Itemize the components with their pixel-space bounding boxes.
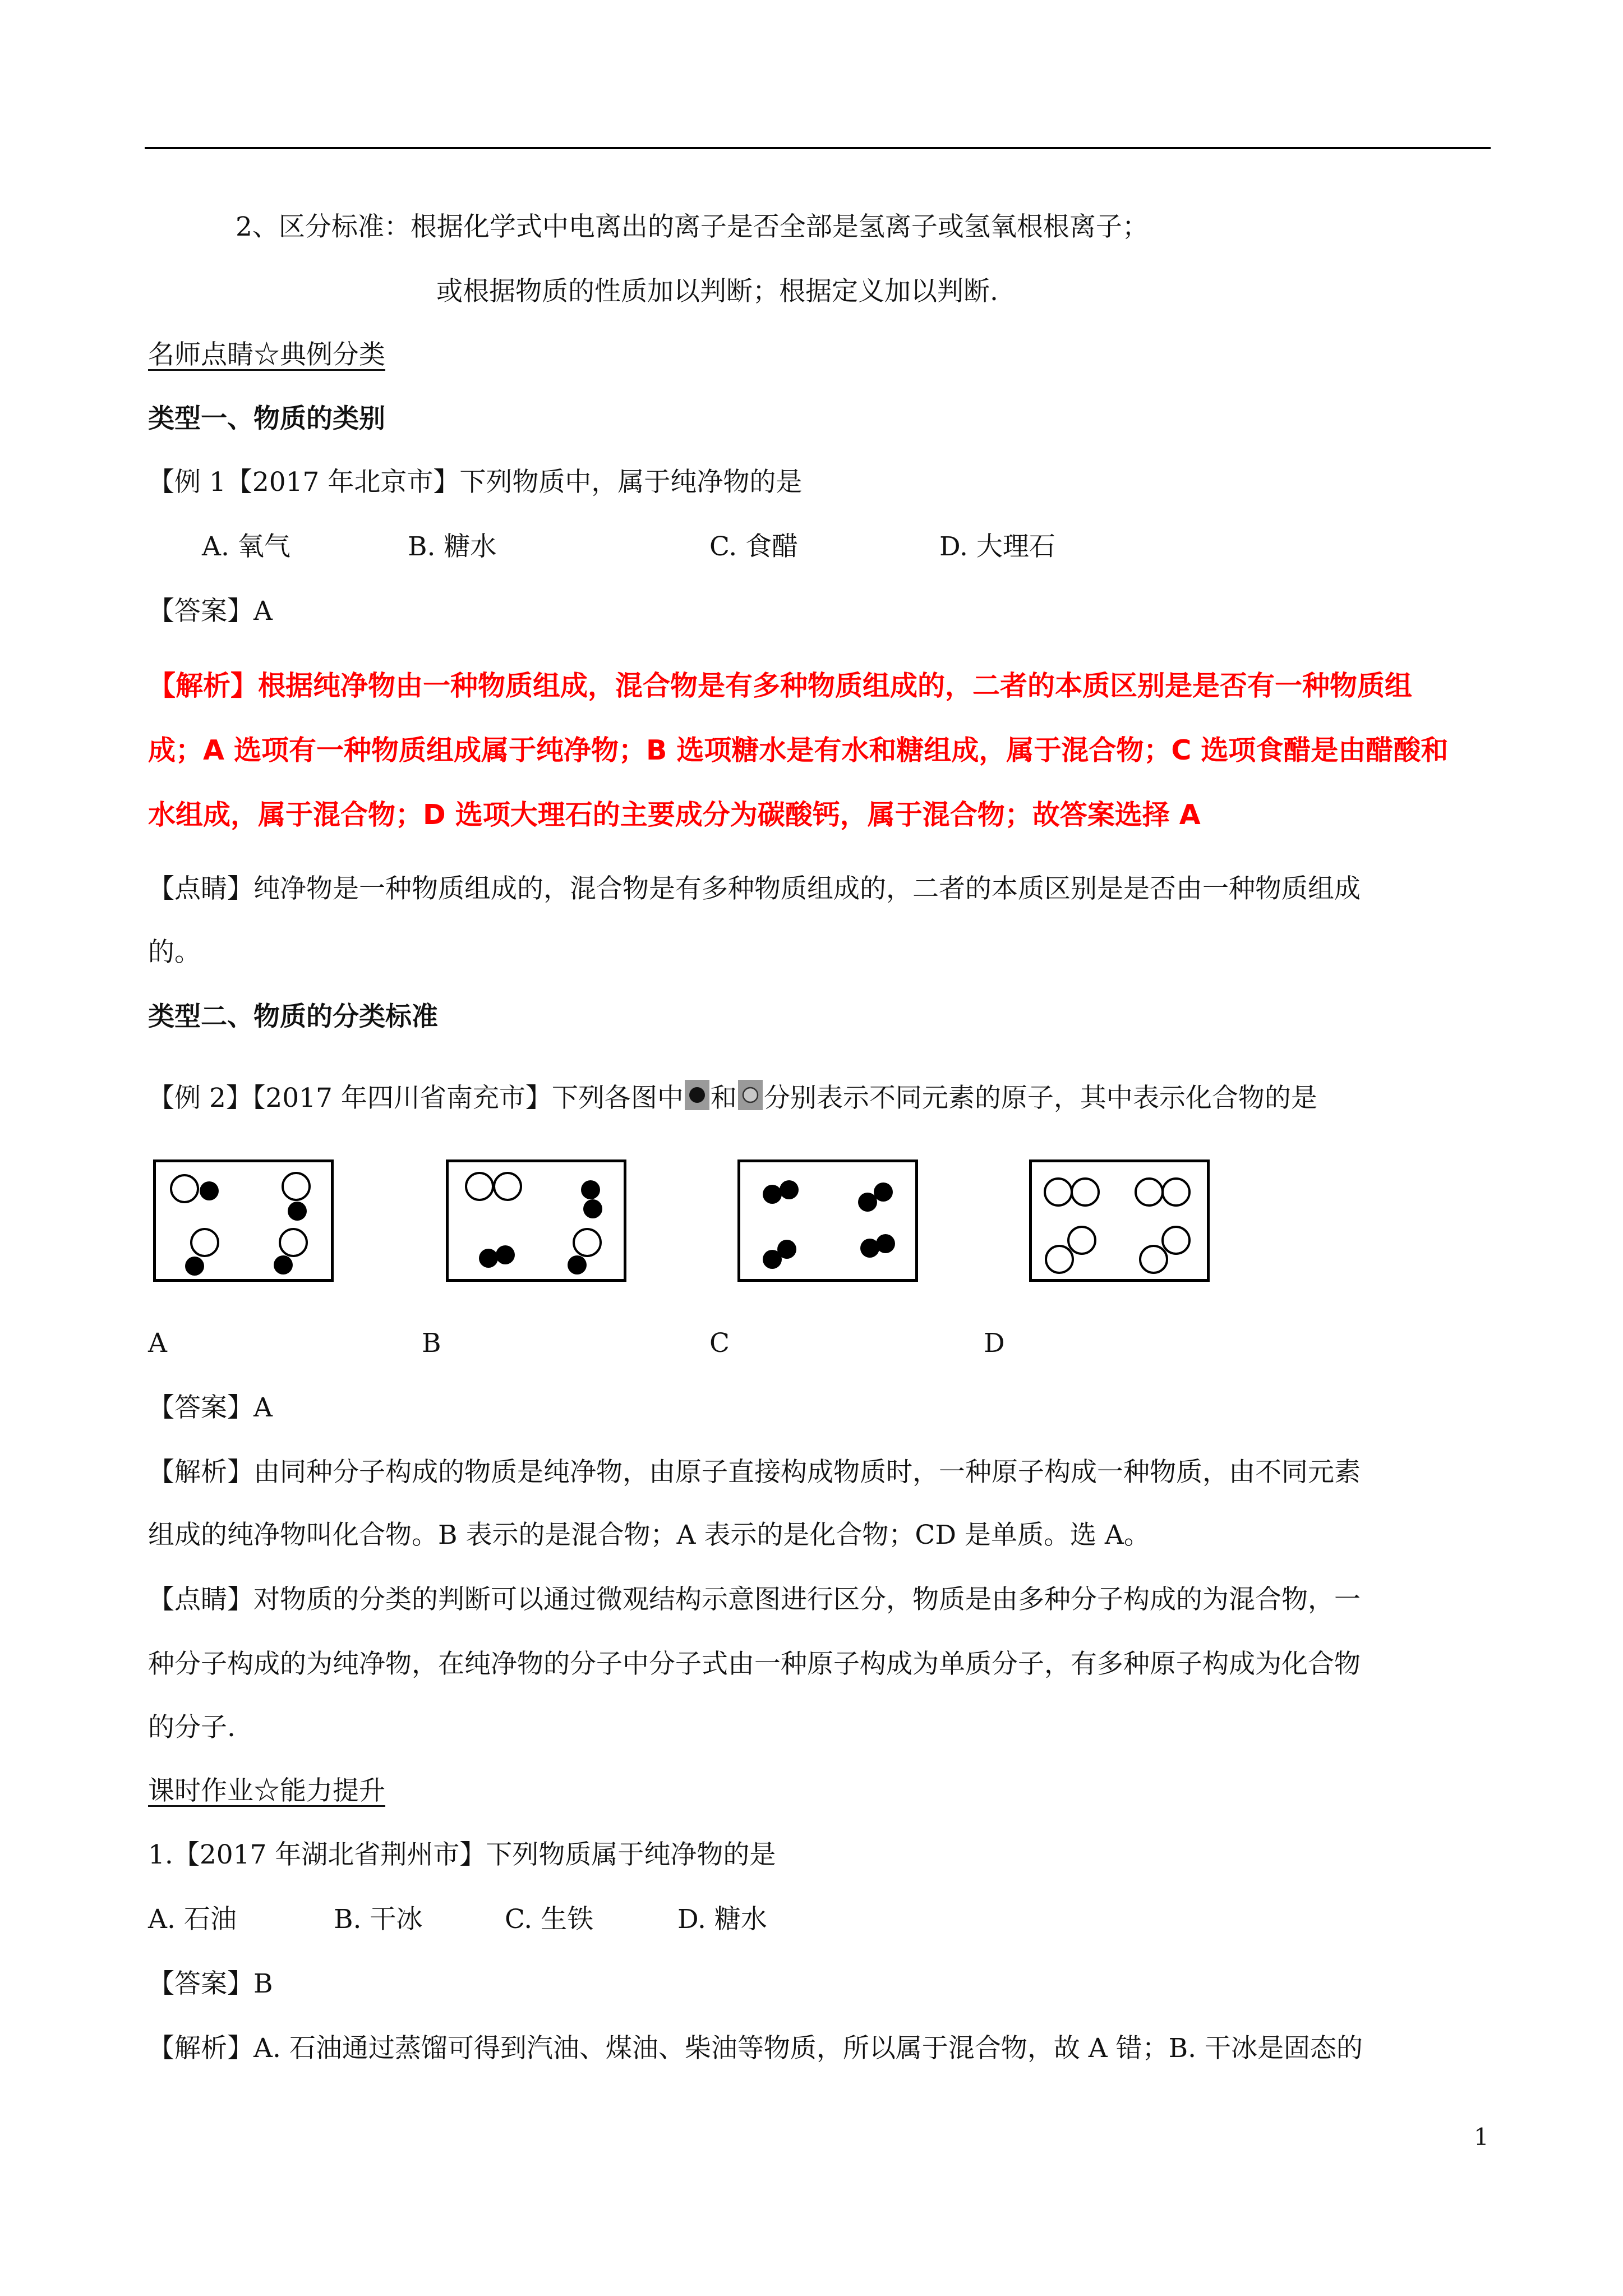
example-1-explanation-line-1: 【解析】根据纯净物由一种物质组成，混合物是有多种物质组成的，二者的本质区别是是否有一种物质组 bbox=[148, 670, 1413, 702]
type-heading-1: 类型一、物质的类别 bbox=[148, 403, 385, 434]
header-rule bbox=[145, 147, 1491, 149]
light-atom-icon bbox=[738, 1080, 763, 1110]
figure-label-a: A bbox=[148, 1328, 167, 1359]
example-1-option-b: B. 糖水 bbox=[408, 531, 497, 562]
example-2-tip-line-2: 种分子构成的为纯净物，在纯净物的分子中分子式由一种原子构成为单质分子，有多种原子构成为化合物 bbox=[148, 1649, 1361, 1680]
question-1-explanation-line-1: 【解析】A. 石油通过蒸馏可得到汽油、煤油、柴油等物质，所以属于混合物，故 A 错；B. 干冰是固态的 bbox=[148, 2033, 1363, 2064]
section-heading-examples: 名师点睛☆典例分类 bbox=[148, 339, 385, 370]
question-1-option-d: D. 糖水 bbox=[677, 1904, 767, 1935]
question-1: 1.【2017 年湖北省荆州市】下列物质属于纯净物的是 bbox=[148, 1839, 776, 1870]
example-1-answer: 【答案】A bbox=[148, 596, 273, 627]
figure-label-b: B bbox=[422, 1328, 441, 1359]
example-2-question bbox=[148, 1080, 1317, 1115]
type-heading-2: 类型二、物质的分类标准 bbox=[148, 1001, 438, 1032]
example-1-question: 【例 1【2017 年北京市】下列物质中，属于纯净物的是 bbox=[148, 467, 803, 498]
molecule-diagram-c bbox=[737, 1159, 918, 1282]
criteria-line-2: 或根据物质的性质加以判断；根据定义加以判断. bbox=[436, 276, 998, 307]
figure-label-d: D bbox=[984, 1328, 1005, 1359]
dark-atom-icon bbox=[685, 1080, 709, 1110]
page-number: 1 bbox=[1474, 2123, 1489, 2151]
example-1-tip-line-2: 的。 bbox=[148, 937, 201, 968]
question-1-option-c: C. 生铁 bbox=[505, 1904, 594, 1935]
example-2-question-suffix: 分别表示不同元素的原子，其中表示化合物的是 bbox=[763, 1083, 1317, 1114]
example-2-tip-line-1: 【点睛】对物质的分类的判断可以通过微观结构示意图进行区分，物质是由多种分子构成的为混合物，一 bbox=[148, 1584, 1361, 1615]
example-1-option-c: C. 食醋 bbox=[709, 531, 799, 562]
example-2-explanation-line-1: 【解析】由同种分子构成的物质是纯净物，由原子直接构成物质时，一种原子构成一种物质，由不同元素 bbox=[148, 1457, 1361, 1488]
example-2-explanation-line-2: 组成的纯净物叫化合物。B 表示的是混合物；A 表示的是化合物；CD 是单质。选 A。 bbox=[148, 1520, 1150, 1550]
section-heading-homework: 课时作业☆能力提升 bbox=[148, 1775, 385, 1806]
figure-label-c: C bbox=[709, 1328, 730, 1359]
example-1-explanation-line-3: 水组成，属于混合物；D 选项大理石的主要成分为碳酸钙，属于混合物；故答案选择 A bbox=[148, 799, 1201, 831]
question-1-option-b: B. 干冰 bbox=[334, 1904, 423, 1935]
example-2-question-prefix: 【例 2】【2017 年四川省南充市】下列各图中 bbox=[148, 1083, 684, 1114]
example-1-tip-line-1: 【点睛】纯净物是一种物质组成的，混合物是有多种物质组成的，二者的本质区别是是否由一种物质组成 bbox=[148, 873, 1361, 904]
question-1-option-a: A. 石油 bbox=[148, 1904, 237, 1935]
criteria-line-1: 2、区分标准：根据化学式中电离出的离子是否全部是氢离子或氢氧根根离子； bbox=[236, 211, 1149, 242]
example-2-answer: 【答案】A bbox=[148, 1392, 273, 1423]
question-1-answer: 【答案】B bbox=[148, 1968, 273, 1999]
molecule-diagram-b bbox=[446, 1159, 626, 1282]
example-1-option-a: A. 氧气 bbox=[202, 531, 291, 562]
example-2-tip-line-3: 的分子. bbox=[148, 1712, 236, 1743]
example-2-question-and: 和 bbox=[710, 1083, 737, 1114]
molecule-diagram-a bbox=[153, 1159, 334, 1282]
example-1-explanation-line-2: 成；A 选项有一种物质组成属于纯净物；B 选项糖水是有水和糖组成，属于混合物；C 选项食醋是由醋酸和 bbox=[148, 734, 1449, 766]
example-1-option-d: D. 大理石 bbox=[939, 531, 1055, 562]
molecule-diagram-d bbox=[1029, 1159, 1210, 1282]
